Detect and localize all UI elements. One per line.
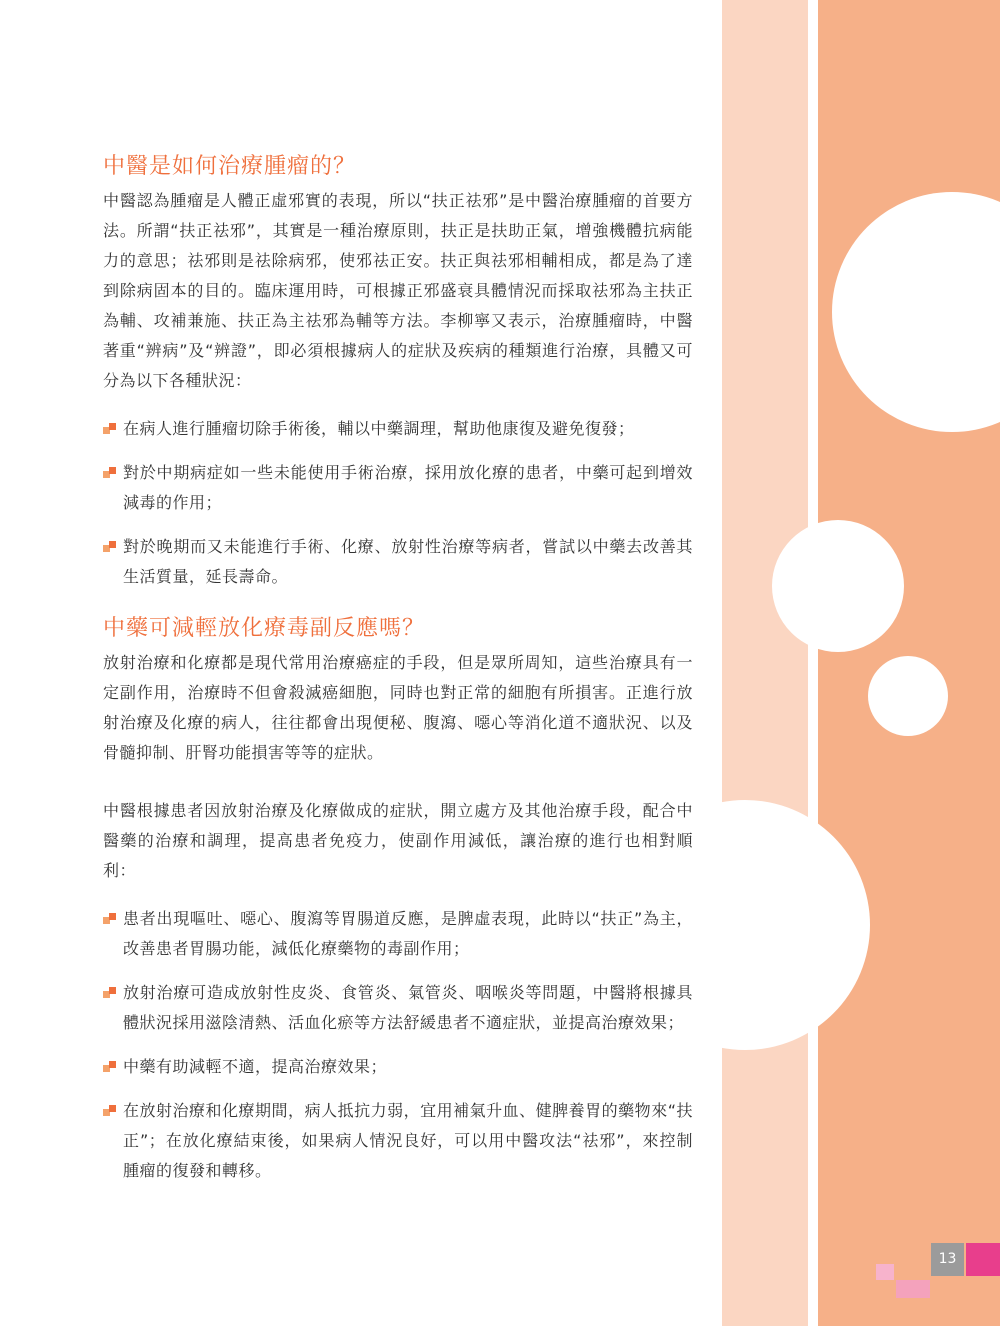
list-item-text: 在病人進行腫瘤切除手術後，輔以中藥調理，幫助他康復及避免復發； (123, 419, 635, 438)
bullet-list (103, 414, 693, 592)
list-item (103, 978, 693, 1038)
bullet-icon (103, 423, 117, 435)
section-paragraph: 中醫認為腫瘤是人體正虛邪實的表現，所以“扶正祛邪”是中醫治療腫瘤的首要方法。所謂“扶正祛邪”，其實是一種治療原則，扶正是扶助正氣，增強機體抗病能力的意思；祛邪則是祛除病邪，使邪祛正安。扶正與祛邪相輔相成，都是為了達到除病固本的目的。臨床運用時，可根據正邪盛衰具體情況而採取祛邪為主扶正為輔、攻補兼施、扶正為主祛邪為輔等方法。李柳寧又表示，治療腫瘤時，中醫著重“辨病”及“辨證”，即必須根據病人的症狀及疾病的種類進行治療，具體又可分為以下各種狀況： (103, 191, 693, 390)
list-item (103, 904, 693, 964)
bullet-icon (103, 467, 117, 479)
page-number: 13 (931, 1243, 964, 1276)
bullet-icon (103, 987, 117, 999)
section-chemo-side-effects (103, 612, 693, 1186)
list-item (103, 414, 693, 444)
list-item-text: 放射治療可造成放射性皮炎、食管炎、氣管炎、咽喉炎等問題，中醫將根據具體狀況採用滋陰清熱、活血化瘀等方法舒緩患者不適症狀，並提高治療效果； (123, 983, 693, 1032)
section-tcm-tumor-treatment (103, 150, 693, 592)
decorative-circle-small (868, 656, 948, 736)
list-item (103, 532, 693, 592)
list-item (103, 458, 693, 518)
bullet-icon (103, 913, 117, 925)
list-item-text: 對於中期病症如一些未能使用手術治療，採用放化療的患者，中藥可起到增效減毒的作用； (123, 463, 693, 512)
decorative-circle-medium (772, 520, 904, 652)
decorative-square-pink (966, 1243, 1000, 1276)
decorative-stripe-light (722, 0, 808, 1326)
list-item-text: 在放射治療和化療期間，病人抵抗力弱，宜用補氣升血、健脾養胃的藥物來“扶正”；在放化療結束後，如果病人情況良好，可以用中醫攻法“祛邪”，來控制腫瘤的復發和轉移。 (123, 1101, 693, 1180)
list-item-text: 患者出現嘔吐、噁心、腹瀉等胃腸道反應，是脾虛表現，此時以“扶正”為主，改善患者胃腸功能，減低化療藥物的毒副作用； (123, 909, 693, 958)
section-heading: 中藥可減輕放化療毒副反應嗎？ (103, 616, 426, 641)
list-item (103, 1096, 693, 1186)
section-paragraph: 中醫根據患者因放射治療及化療做成的症狀，開立處方及其他治療手段，配合中醫藥的治療和調理，提高患者免疫力，使副作用減低，讓治療的進行也相對順利： (103, 801, 693, 880)
decorative-square (896, 1280, 930, 1298)
list-item-text: 中藥有助減輕不適，提高治療效果； (123, 1057, 388, 1076)
section-paragraph: 放射治療和化療都是現代常用治療癌症的手段，但是眾所周知，這些治療具有一定副作用，治療時不但會殺滅癌細胞，同時也對正常的細胞有所損害。正進行放射治療及化療的病人，往往都會出現便秘、腹瀉、噁心等消化道不適狀況、以及骨髓抑制、肝腎功能損害等等的症狀。 (103, 653, 693, 762)
list-item-text: 對於晚期而又未能進行手術、化療、放射性治療等病者，嘗試以中藥去改善其生活質量，延長壽命。 (123, 537, 693, 586)
bullet-icon (103, 541, 117, 553)
decorative-square (876, 1264, 894, 1280)
article-body (103, 150, 693, 1186)
section-heading: 中醫是如何治療腫瘤的？ (103, 154, 357, 179)
bullet-icon (103, 1105, 117, 1117)
list-item (103, 1052, 693, 1082)
bullet-icon (103, 1061, 117, 1073)
bullet-list (103, 904, 693, 1186)
